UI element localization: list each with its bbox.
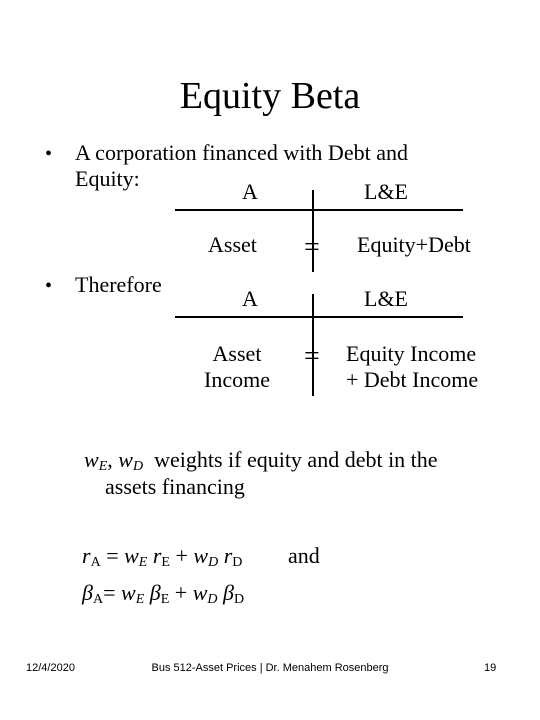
weight-equity-symbol: w — [84, 447, 99, 472]
bullet-marker: • — [45, 143, 53, 165]
table2-left-header: A — [242, 286, 258, 311]
table1-asset: Asset — [208, 232, 257, 257]
formula-return-w1-sub: E — [138, 555, 148, 570]
table2-equity-income: Equity Income — [346, 341, 477, 366]
weight-equity-subscript: E — [98, 459, 108, 474]
formula-return-lhs-sub: A — [90, 555, 101, 570]
table2-horizontal-rule — [175, 316, 463, 318]
formula-return — [82, 543, 242, 571]
weight-debt-symbol: w — [118, 447, 133, 472]
formula-beta-w1: w — [121, 580, 136, 605]
table2-debt-income: + Debt Income — [346, 367, 479, 392]
table1-right-header: L&E — [364, 179, 408, 204]
formula-return-r1: r — [152, 543, 162, 568]
formula-return-lhs: r — [82, 543, 91, 568]
formula-return-w1: w — [124, 543, 139, 568]
formula-beta-equals: = — [103, 580, 122, 605]
formula-return-r2-sub: D — [232, 555, 243, 570]
formula-beta-lhs: β — [82, 580, 93, 605]
formula-return-w2: w — [193, 543, 209, 568]
table2-equals: = — [304, 341, 320, 372]
formula-beta-w1-sub: E — [135, 592, 145, 607]
footer-date: 12/4/2020 — [26, 662, 75, 674]
formula-beta — [82, 580, 244, 608]
weights-line-1 — [84, 447, 438, 475]
formula-beta-w2: w — [192, 580, 208, 605]
formula-return-r2: r — [223, 543, 233, 568]
table1-equity-debt: Equity+Debt — [357, 232, 471, 257]
formula-return-plus: + — [169, 543, 194, 568]
formula-beta-b1: β — [149, 580, 161, 605]
table1-left-header: A — [242, 179, 258, 204]
formula-return-r1-sub: E — [161, 555, 170, 570]
weights-comma: , — [107, 447, 113, 472]
table1-horizontal-rule — [175, 209, 463, 211]
formula-beta-b2-sub: D — [234, 592, 245, 607]
formula-beta-lhs-sub: A — [92, 592, 104, 607]
footer-course: Bus 512-Asset Prices | Dr. Menahem Rosenberg — [151, 662, 389, 674]
bullet-1-line-1: A corporation financed with Debt and — [75, 140, 408, 165]
weights-line-2: assets financing — [105, 474, 245, 499]
formula-beta-b2: β — [223, 580, 234, 605]
formula-beta-w2-sub: D — [207, 592, 218, 607]
bullet-1-line-2: Equity: — [75, 166, 140, 191]
footer-page-number: 19 — [484, 662, 497, 674]
weights-description: weights if equity and debt in the — [148, 447, 438, 472]
bullet-marker: • — [45, 275, 53, 297]
table2-asset-line-2: Income — [204, 367, 270, 392]
table2-asset-line-1: Asset — [212, 341, 262, 366]
formula-beta-plus: + — [169, 580, 193, 605]
table1-equals: = — [304, 232, 320, 263]
formula-and: and — [288, 543, 320, 568]
table2-right-header: L&E — [364, 286, 408, 311]
bullet-2-text: Therefore — [75, 272, 162, 297]
slide-title: Equity Beta — [179, 75, 361, 117]
weight-debt-subscript: D — [132, 459, 144, 474]
formula-beta-b1-sub: E — [160, 592, 170, 607]
formula-return-w2-sub: D — [208, 555, 219, 570]
formula-return-equals: = — [100, 543, 125, 568]
